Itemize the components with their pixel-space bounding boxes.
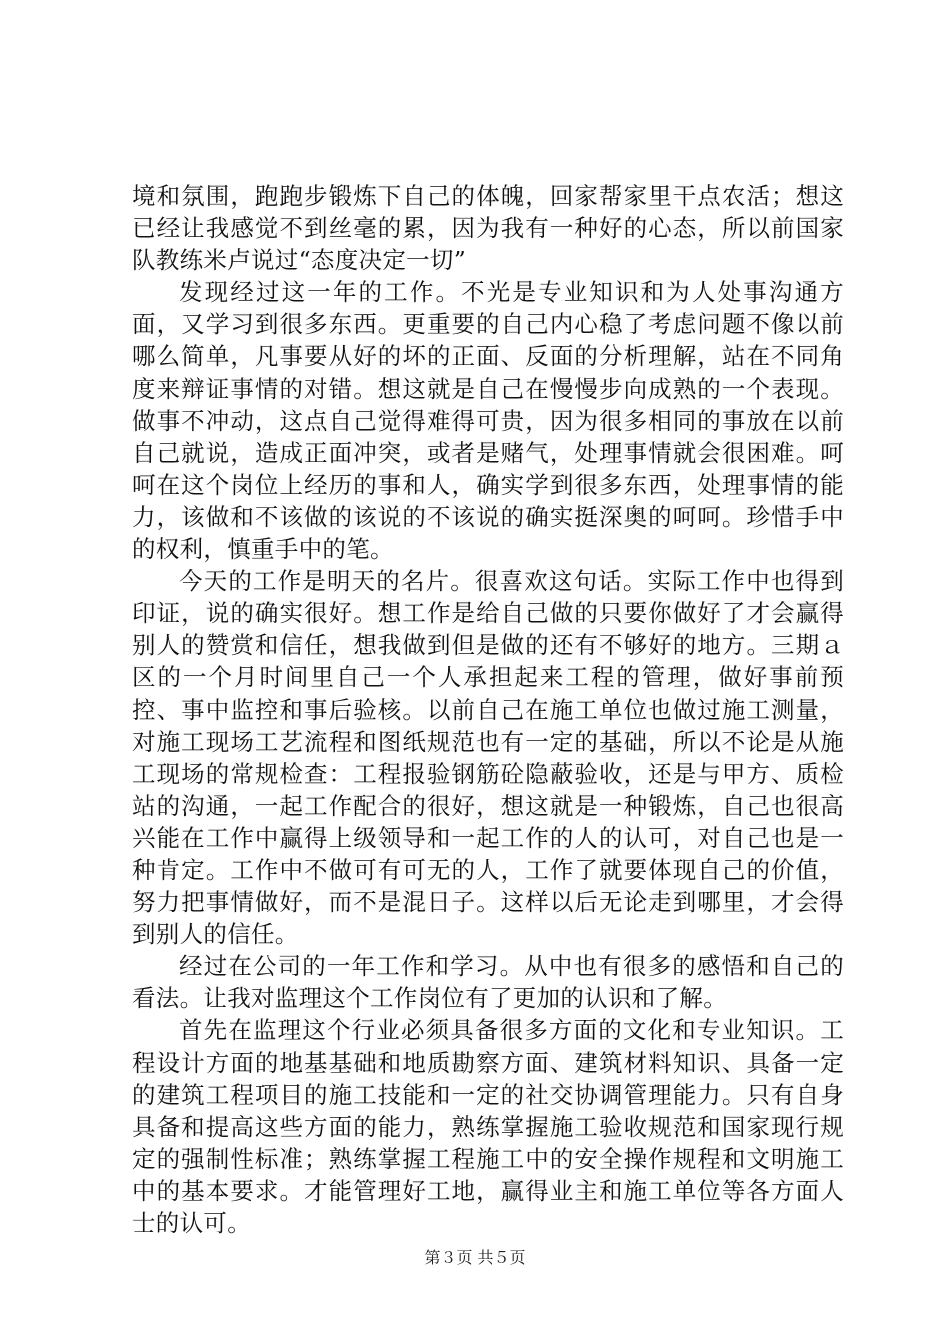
- paragraph-2: 发现经过这一年的工作。不光是专业知识和为人处事沟通方面，又学习到很多东西。更重要的自己内心稳了考虑问题不像以前哪么简单，凡事要从好的坏的正面、反面的分析理解，站在不同角度来辩证事情的对错。想这就是自己在慢慢步向成熟的一个表现。做事不冲动，这点自己觉得难得可贵，因为很多相同的事放在以前自己就说，造成正面冲突，或者是赌气，处理事情就会很困难。呵呵在这个岗位上经历的事和人，确实学到很多东西，处理事情的能力，该做和不该做的该说的不该说的确实挺深奥的呵呵。珍惜手中的权利，慎重手中的笔。: [132, 278, 844, 564]
- document-body: [132, 180, 844, 1239]
- paragraph-3: 今天的工作是明天的名片。很喜欢这句话。实际工作中也得到印证，说的确实很好。想工作是给自己做的只要你做好了才会赢得别人的赞赏和信任，想我做到但是做的还有不够好的地方。三期ａ区的一个月时间里自己一个人承担起来工程的管理，做好事前预控、事中监控和事后验核。以前自己在施工单位也做过施工测量，对施工现场工艺流程和图纸规范也有一定的基础，所以不论是从施工现场的常规检查：工程报验钢筋砼隐蔽验收，还是与甲方、质检站的沟通，一起工作配合的很好，想这就是一种锻炼，自己也很高兴能在工作中赢得上级领导和一起工作的人的认可，对自己也是一种肯定。工作中不做可有可无的人，工作了就要体现自己的价值，努力把事情做好，而不是混日子。这样以后无论走到哪里，才会得到别人的信任。: [132, 567, 844, 949]
- paragraph-1: 境和氛围，跑跑步锻炼下自己的体魄，回家帮家里干点农活；想这已经让我感觉不到丝毫的累，因为我有一种好的心态，所以前国家队教练米卢说过“态度决定一切”: [132, 182, 844, 275]
- paragraph-5: 首先在监理这个行业必须具备很多方面的文化和专业知识。工程设计方面的地基基础和地质勘察方面、建筑材料知识、具备一定的建筑工程项目的施工技能和一定的社交协调管理能力。只有自身具备和提高这些方面的能力，熟练掌握施工验收规范和国家现行规定的强制性标准；熟练掌握工程施工中的安全操作规程和文明施工中的基本要求。才能管理好工地，赢得业主和施工单位等各方面人士的认可。: [132, 1016, 844, 1237]
- page-number-footer: 第３页 共５页: [424, 1248, 526, 1267]
- paragraph-4: 经过在公司的一年工作和学习。从中也有很多的感悟和自己的看法。让我对监理这个工作岗位有了更加的认识和了解。: [132, 952, 844, 1013]
